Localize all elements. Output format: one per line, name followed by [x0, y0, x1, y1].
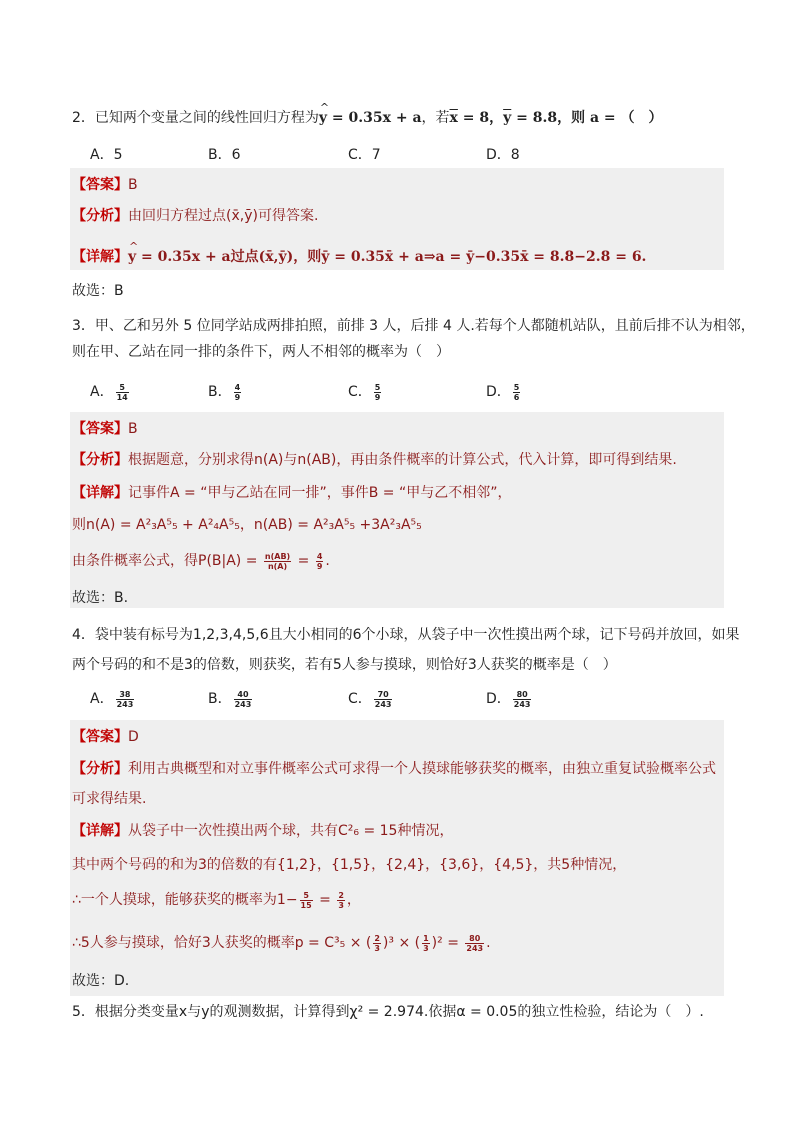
question-2-options: [90, 144, 650, 166]
option-d: D．8: [486, 147, 520, 163]
question-3-detail-line-2: 则n(A) = A²₃A⁵₅ + A²₄A⁵₅，n(AB) = A²₃A⁵₅ +3A²₃A⁵₅: [72, 517, 422, 533]
question-3-answer: 【答案】B: [72, 421, 138, 437]
option-c: C． $\frac{70}{243}$: [348, 689, 392, 709]
question-3-options: [90, 381, 650, 403]
question-4-analysis-line-2: 可求得结果.: [72, 791, 147, 807]
question-4-detail-line-2: 其中两个号码的和为3的倍数的有{1,2}，{1,5}，{2,4}，{3,6}，{4,5}，共5种情况，: [72, 857, 627, 873]
x-bar-symbol: $\overline{x}$: [449, 110, 458, 126]
question-2-detail: 【详解】^ y = 0.35x + a过点(x̄,ȳ)，则ȳ = 0.35x̄ + a⇒a = ȳ−0.35x̄ = 8.8−2.8 = 6.: [72, 242, 712, 272]
option-a: A． $\frac{5}{14}$: [90, 382, 128, 402]
question-5-stem: 5．根据分类变量x与y的观测数据，计算得到χ² = 2.974.依据α = 0.05的独立性检验，结论为（ ）.: [72, 1004, 704, 1020]
question-3-detail-line-3: 由条件概率公式，得P(B|A) = $\frac{n(AB)}{n(A)}$ = $\frac{4}{9}$ .: [72, 551, 330, 571]
question-2-answer: 【答案】B: [72, 177, 138, 193]
question-2-analysis: 【分析】由回归方程过点(x̄,ȳ)可得答案.: [72, 208, 319, 224]
option-b: B．6: [208, 147, 241, 163]
question-3-conclusion: 故选：B.: [72, 590, 129, 606]
option-a: A． $\frac{38}{243}$: [90, 689, 134, 709]
question-3-detail-line-1: 【详解】记事件A = “甲与乙站在同一排”，事件B = “甲与乙不相邻”，: [72, 485, 512, 501]
option-d: D． $\frac{80}{243}$: [486, 689, 531, 709]
question-2-conclusion: 故选：B: [72, 283, 124, 299]
question-4-answer: 【答案】D: [72, 729, 139, 745]
question-4-analysis-line-1: 【分析】利用古典概型和对立事件概率公式可求得一个人摸球能够获奖的概率，由独立重复试验概率公式: [72, 761, 716, 777]
option-b: B． $\frac{40}{243}$: [208, 689, 252, 709]
question-4-detail-line-3: ∴一个人摸球，能够获奖的概率为1− $\frac{5}{15}$ = $\frac{2}{3}$ ，: [72, 890, 361, 910]
option-c: C．7: [348, 147, 381, 163]
option-c: C． $\frac{5}{9}$: [348, 382, 381, 402]
question-4-stem: 4．袋中装有标号为1,2,3,4,5,6且大小相同的6个小球，从袋子中一次性摸出两个球，记下号码并放回，如果 两个号码的和不是3的倍数，则获奖，若有5人参与摸球，则恰好3人获奖的概率是（ ）: [72, 627, 740, 673]
question-3-analysis: 【分析】根据题意，分别求得n(A)与n(AB)，再由条件概率的计算公式，代入计算，即可得到结果.: [72, 452, 677, 468]
y-bar-symbol: $\overline{y}$: [503, 110, 512, 126]
question-3-stem: 3．甲、乙和另外 5 位同学站成两排拍照，前排 3 人，后排 4 人.若每个人都随机站队，且前后排不认为相邻， 则在甲、乙站在同一排的条件下，两人不相邻的概率为（ ）: [72, 318, 755, 360]
question-2-stem: 2．已知两个变量之间的线性回归方程为^ y = 0.35x + a，若$\overline{x} = 8$，$\overline{y} = 8.8$，则 a = （ ）: [72, 108, 732, 128]
option-b: B． $\frac{4}{9}$: [208, 382, 241, 402]
question-4-detail-line-4: ∴5人参与摸球，恰好3人获奖的概率p = C³₅ × ( $\frac{2}{3}$ )³ × ( $\frac{1}{3}$ )² = $\frac{80}{243}$ .: [72, 933, 491, 953]
option-d: D． $\frac{5}{6}$: [486, 382, 520, 402]
question-4-detail-line-1: 【详解】从袋子中一次性摸出两个球，共有C²₆ = 15种情况，: [72, 823, 454, 839]
question-4-conclusion: 故选：D.: [72, 973, 130, 989]
y-hat-symbol: ^ y: [319, 108, 327, 128]
option-a: A．5: [90, 147, 123, 163]
question-4-options: [90, 688, 650, 710]
